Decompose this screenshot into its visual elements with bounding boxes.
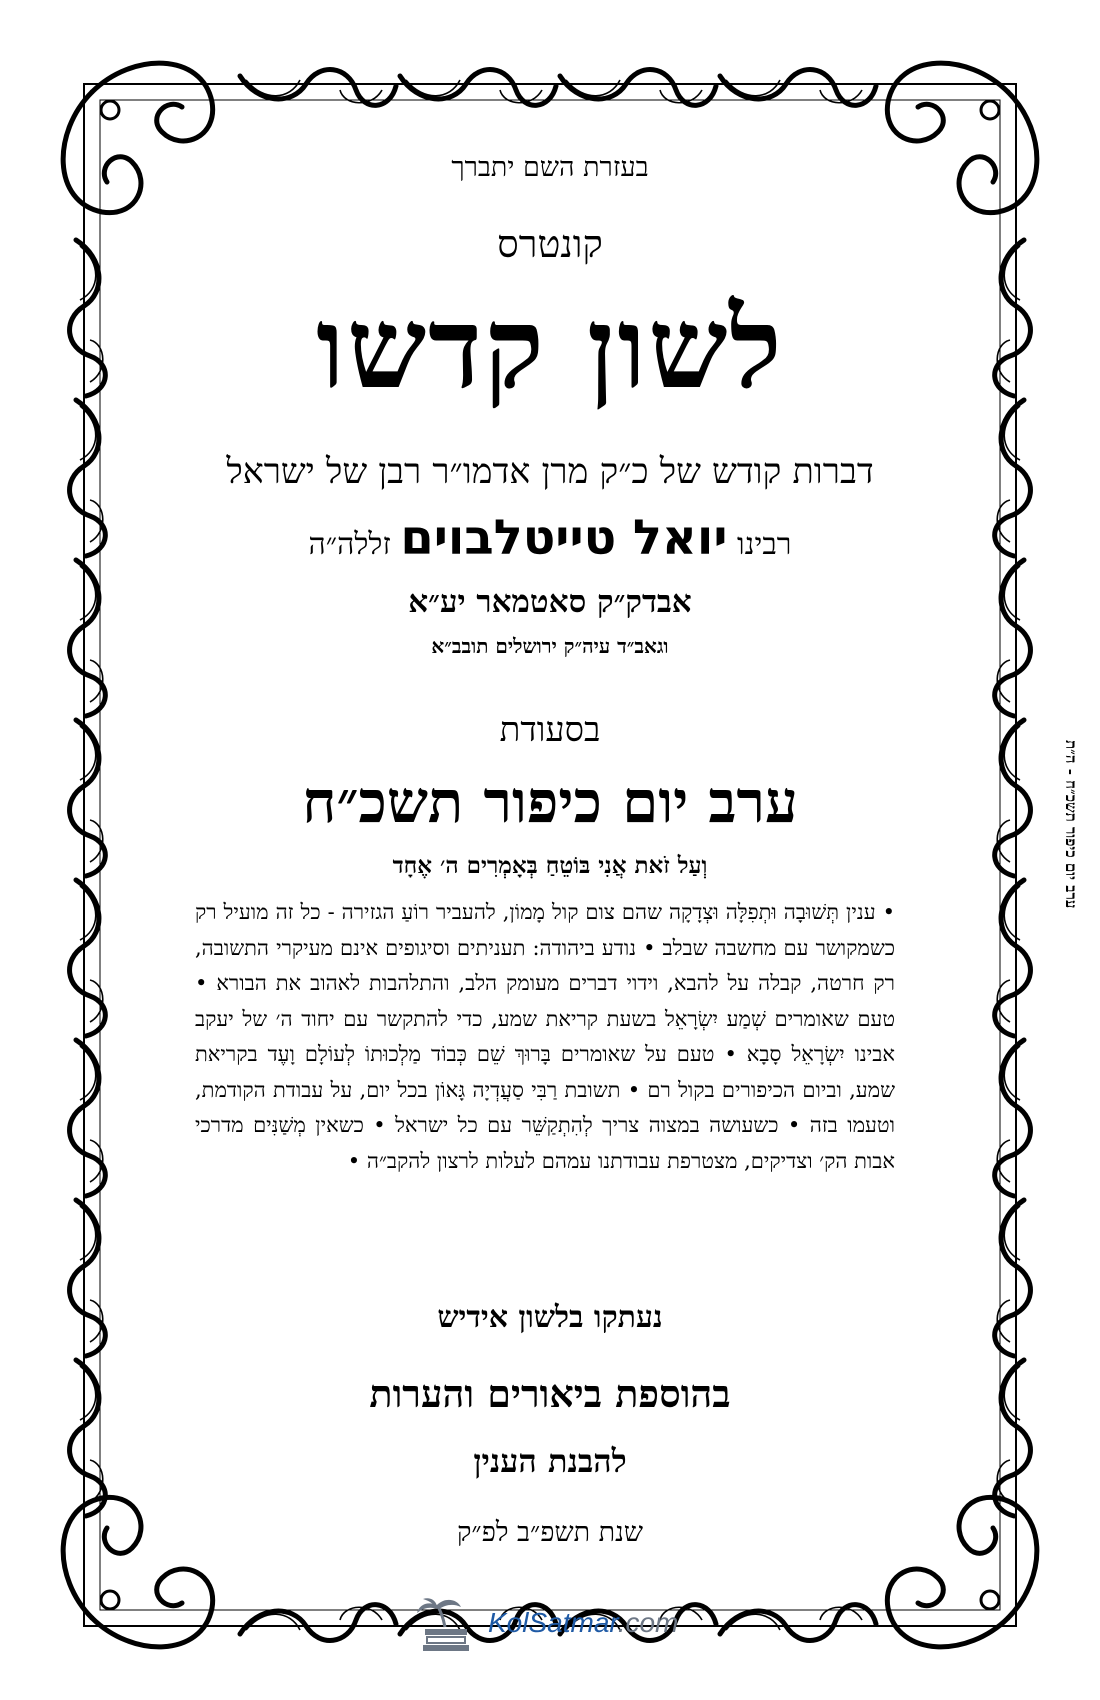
author-name-line (140, 510, 960, 566)
logo-text (488, 1607, 678, 1639)
author-suffix: זללה״ה (308, 527, 391, 562)
understanding-note: להבנת הענין (473, 1442, 627, 1480)
author-title-satmar: אבדק״ק סאטמאר יע״א (408, 584, 692, 620)
author-name: יואל טייטלבוים (400, 510, 728, 566)
topics-summary: • ענין תְּשׁוּבָה וּתְפִלָּה וּצְדָקָה שהם צום קול מָמוֹן, להעביר רוֹעַ הגזירה - כל זה מועיל רק כשמקושר עם מחשבה שבלב • נודע ביהודה: תעניתים וסיגופים אינם מעיקרי התשובה, רק חרטה, קבלה על להבא, וידוי דברים מעומק הלב, והתלהבות לאהוב את הבורא • טעם שאומרים שְׁמַע יִשְׂרָאֵל בשעת קריאת שמע, כדי להתקשר עם יחוד ה׳ של יעקב אבינו יִשְׂרָאֵל סָבָא • טעם על שאומרים בָּרוּךְ שֵׁם כְּבוֹד מַלְכוּתוֹ לְעוֹלָם וָעֶד בקריאת שמע, וביום הכיפורים בקול רם • תשובת רַבִּי סַעֲדְיָה גָּאוֹן בכל יום, על עבודת הקודמת, וטעמו בזה • כשעושה במצוה צריך לְהִתְקַשֵּׁר עם כל ישראל • כשאין מְשַׁנִּים מדרכי אבות הק׳ וצדיקים, מצטרפת עבודתנו עמהם לעלות לרצון להקב״ה • (195, 900, 895, 1173)
palm-tree-books-icon (415, 1597, 477, 1655)
side-note: ערב יום כיפור תשכ״ח - ה״ת (1062, 740, 1080, 909)
translated-note: נעתקו בלשון אידיש (437, 1300, 663, 1335)
addition-note: בהוספת ביאורים והערות (369, 1371, 731, 1416)
logo-tld: .com (617, 1607, 679, 1638)
occasion-title: ערב יום כיפור תשכ״ח (302, 768, 798, 836)
kolsatmar-logo[interactable] (415, 1597, 715, 1657)
page-title: לשון קדשו (316, 283, 784, 414)
author-prefix: רבינו (737, 527, 792, 562)
logo-brand: KolSatmar (488, 1607, 618, 1638)
verse-heading: וְעַל זֹאת אֲנִי בּוֹטֵחַ בְּאָמְרִים ה׳ אֶחָד (392, 852, 708, 879)
author-words-line: דברות קודש של כ״ק מרן אדמו״ר רבן של ישראל (226, 452, 874, 492)
occasion-label: בסעודת (499, 710, 601, 750)
author-title-jerusalem: וגאב״ד עיה״ק ירושלים תובב״א (431, 634, 669, 658)
publication-year: שנת תשפ״ב לפ״ק (456, 1517, 643, 1548)
header-blessing: בעזרת השם יתברך (451, 152, 649, 183)
kuntres-label: קונטרס (497, 222, 603, 266)
